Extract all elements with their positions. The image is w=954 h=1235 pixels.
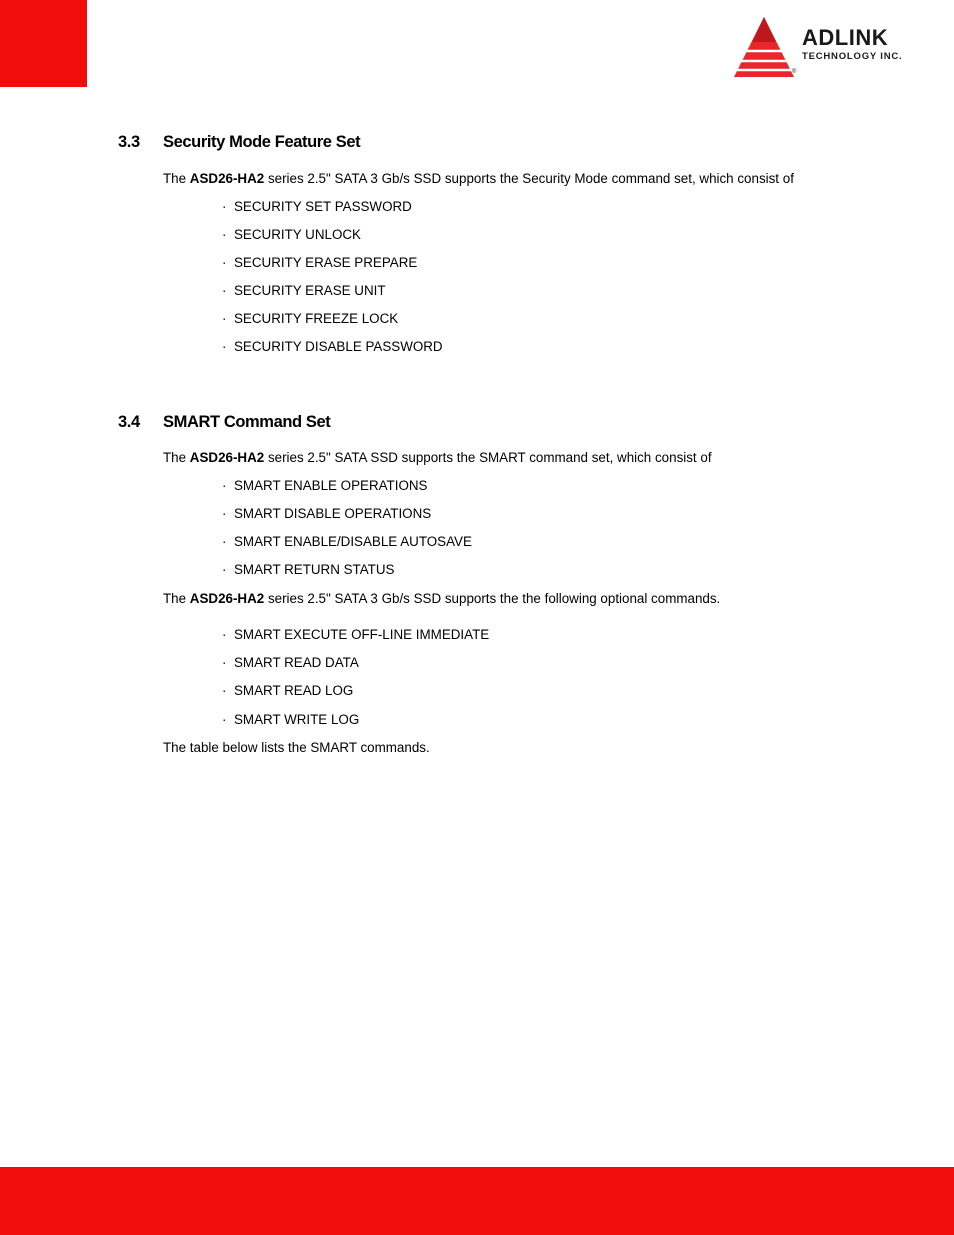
list-item (222, 226, 361, 244)
bullet-icon: · (222, 311, 227, 326)
intro-suffix: series 2.5" SATA 3 Gb/s SSD supports the Security Mode command set, which consist of (264, 171, 794, 186)
list-item-text: SMART DISABLE OPERATIONS (234, 506, 432, 521)
bullet-icon: · (222, 478, 227, 493)
section-3-3-intro (163, 170, 794, 188)
section-number: 3.3 (118, 133, 140, 151)
list-item (222, 282, 386, 300)
list-item-text: SECURITY ERASE UNIT (234, 283, 386, 298)
section-3-4-intro (163, 449, 712, 467)
list-item (222, 533, 472, 551)
intro-prefix: The (163, 171, 190, 186)
section-number: 3.4 (118, 413, 140, 431)
intro-prefix: The (163, 591, 190, 606)
list-item-text: SECURITY UNLOCK (234, 227, 361, 242)
bullet-icon: · (222, 227, 227, 242)
list-item-text: SMART RETURN STATUS (234, 562, 395, 577)
section-heading-3-4 (118, 412, 330, 432)
bullet-icon: · (222, 655, 227, 670)
section-3-4-optional-intro (163, 590, 720, 608)
section-title: Security Mode Feature Set (163, 133, 361, 151)
list-item (222, 561, 394, 579)
list-item (222, 338, 443, 356)
bullet-icon: · (222, 255, 227, 270)
bullet-icon: · (222, 534, 227, 549)
list-item-text: SECURITY ERASE PREPARE (234, 255, 418, 270)
logo-subtitle: TECHNOLOGY INC. (802, 51, 903, 62)
bullet-icon: · (222, 199, 227, 214)
list-item (222, 477, 427, 495)
list-item-text: SMART READ LOG (234, 683, 354, 698)
list-item (222, 310, 398, 328)
list-item-text: SMART ENABLE OPERATIONS (234, 478, 428, 493)
list-item (222, 505, 431, 523)
table-note: The table below lists the SMART commands. (163, 740, 430, 755)
adlink-logo (732, 15, 937, 81)
bullet-icon: · (222, 339, 227, 354)
section-title: SMART Command Set (163, 413, 331, 431)
list-item-text: SMART READ DATA (234, 655, 359, 670)
list-item-text: SMART WRITE LOG (234, 712, 360, 727)
bullet-icon: · (222, 627, 227, 642)
bullet-icon: · (222, 283, 227, 298)
footer-bar (0, 1167, 954, 1235)
model-name: ASD26-HA2 (189, 591, 265, 606)
intro-suffix: series 2.5" SATA SSD supports the SMART command set, which consist of (264, 450, 712, 465)
section-heading-3-3 (118, 132, 360, 152)
logo-registered-mark: ® (792, 69, 797, 75)
bullet-icon: · (222, 712, 227, 727)
header-corner-block (0, 0, 87, 87)
list-item (222, 682, 353, 700)
intro-prefix: The (163, 450, 190, 465)
model-name: ASD26-HA2 (189, 450, 265, 465)
list-item (222, 626, 489, 644)
list-item (222, 711, 359, 729)
list-item (222, 654, 359, 672)
list-item (222, 254, 417, 272)
list-item-text: SECURITY SET PASSWORD (234, 199, 412, 214)
bullet-icon: · (222, 683, 227, 698)
bullet-icon: · (222, 506, 227, 521)
list-item-text: SECURITY FREEZE LOCK (234, 311, 399, 326)
list-item-text: SMART EXECUTE OFF-LINE IMMEDIATE (234, 627, 490, 642)
intro-suffix: series 2.5" SATA 3 Gb/s SSD supports the the following optional commands. (264, 591, 721, 606)
logo-triangle-icon (732, 15, 796, 81)
list-item-text: SECURITY DISABLE PASSWORD (234, 339, 443, 354)
model-name: ASD26-HA2 (189, 171, 265, 186)
logo-name: ADLINK (802, 25, 889, 50)
bullet-icon: · (222, 562, 227, 577)
list-item-text: SMART ENABLE/DISABLE AUTOSAVE (234, 534, 472, 549)
list-item (222, 198, 412, 216)
